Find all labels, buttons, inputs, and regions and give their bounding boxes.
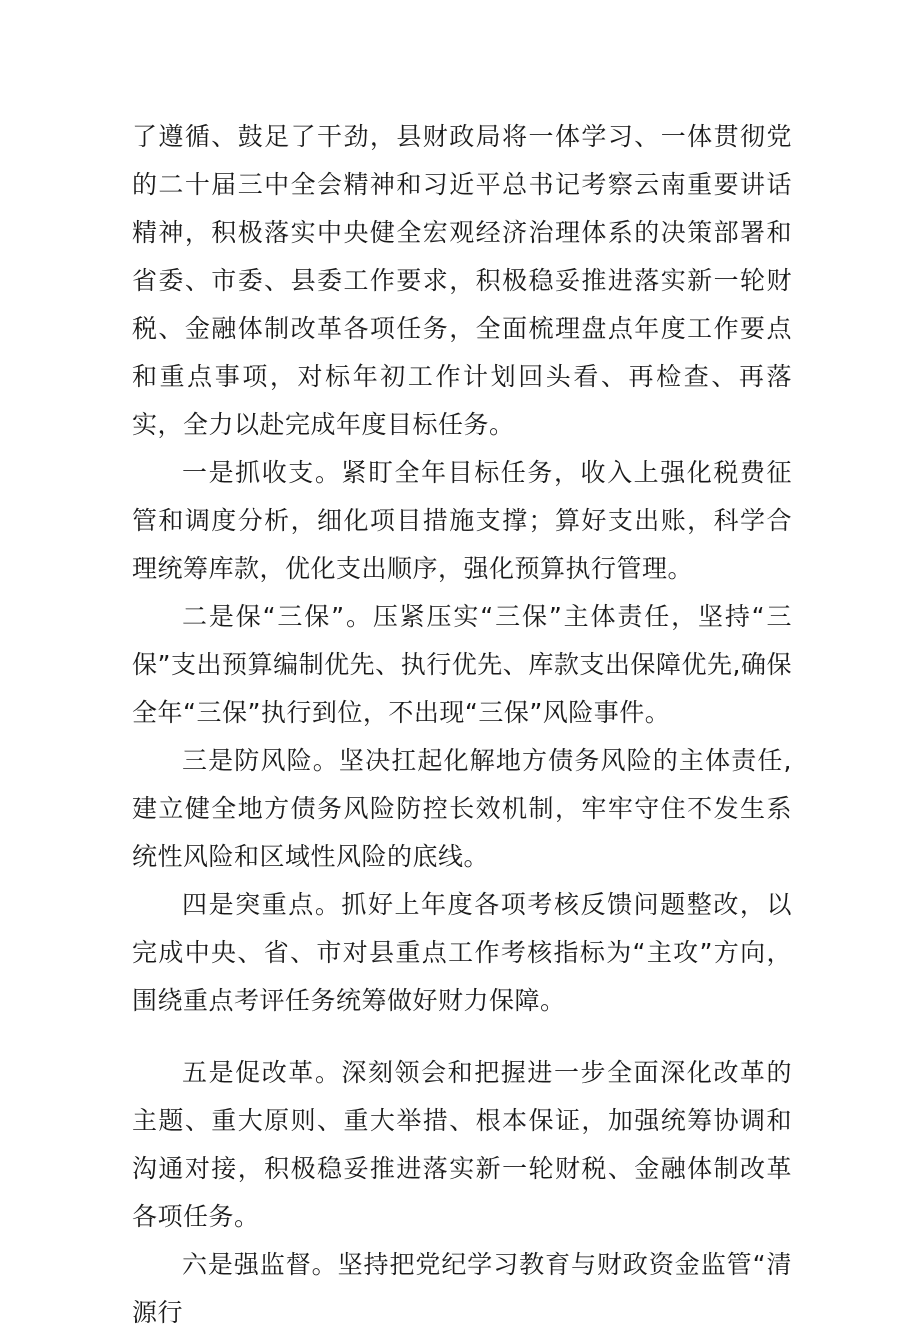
paragraph-key-points: 四是突重点。抓好上年度各项考核反馈问题整改，以完成中央、省、市对县重点工作考核指标为“主攻”方向，围绕重点考评任务统筹做好财力保障。 (132, 890, 792, 1015)
paragraph-intro: 了遵循、鼓足了干劲，县财政局将一体学习、一体贯彻党的二十届三中全会精神和习近平总书记考察云南重要讲话精神，积极落实中央健全宏观经济治理体系的决策部署和省委、市委、县委工作要求，积极稳妥推进落实新一轮财税、金融体制改革各项任务，全面梳理盘点年度工作要点和重点事项，对标年初工作计划回头看、再检查、再落实，全力以赴完成年度目标任务。 (132, 122, 792, 439)
paragraph-revenue-expenditure: 一是抓收支。紧盯全年目标任务，收入上强化税费征管和调度分析，细化项目措施支撑；算好支出账，科学合理统筹库款，优化支出顺序，强化预算执行管理。 (132, 458, 792, 583)
paragraph-risk-prevention: 三是防风险。坚决扛起化解地方债务风险的主体责任,建立健全地方债务风险防控长效机制，牢牢守住不发生系统性风险和区域性风险的底线。 (132, 746, 792, 871)
document-body (132, 113, 792, 1337)
paragraph-reform: 五是促改革。深刻领会和把握进一步全面深化改革的主题、重大原则、重大举措、根本保证，加强统筹协调和沟通对接，积极稳妥推进落实新一轮财税、金融体制改革各项任务。 (132, 1058, 792, 1231)
paragraph-supervision: 六是强监督。坚持把党纪学习教育与财政资金监管“清源行 (132, 1250, 792, 1327)
paragraph-three-guarantees: 二是保“三保”。压紧压实“三保”主体责任，坚持“三保”支出预算编制优先、执行优先、库款支出保障优先,确保全年“三保”执行到位，不出现“三保”风险事件。 (132, 602, 792, 727)
